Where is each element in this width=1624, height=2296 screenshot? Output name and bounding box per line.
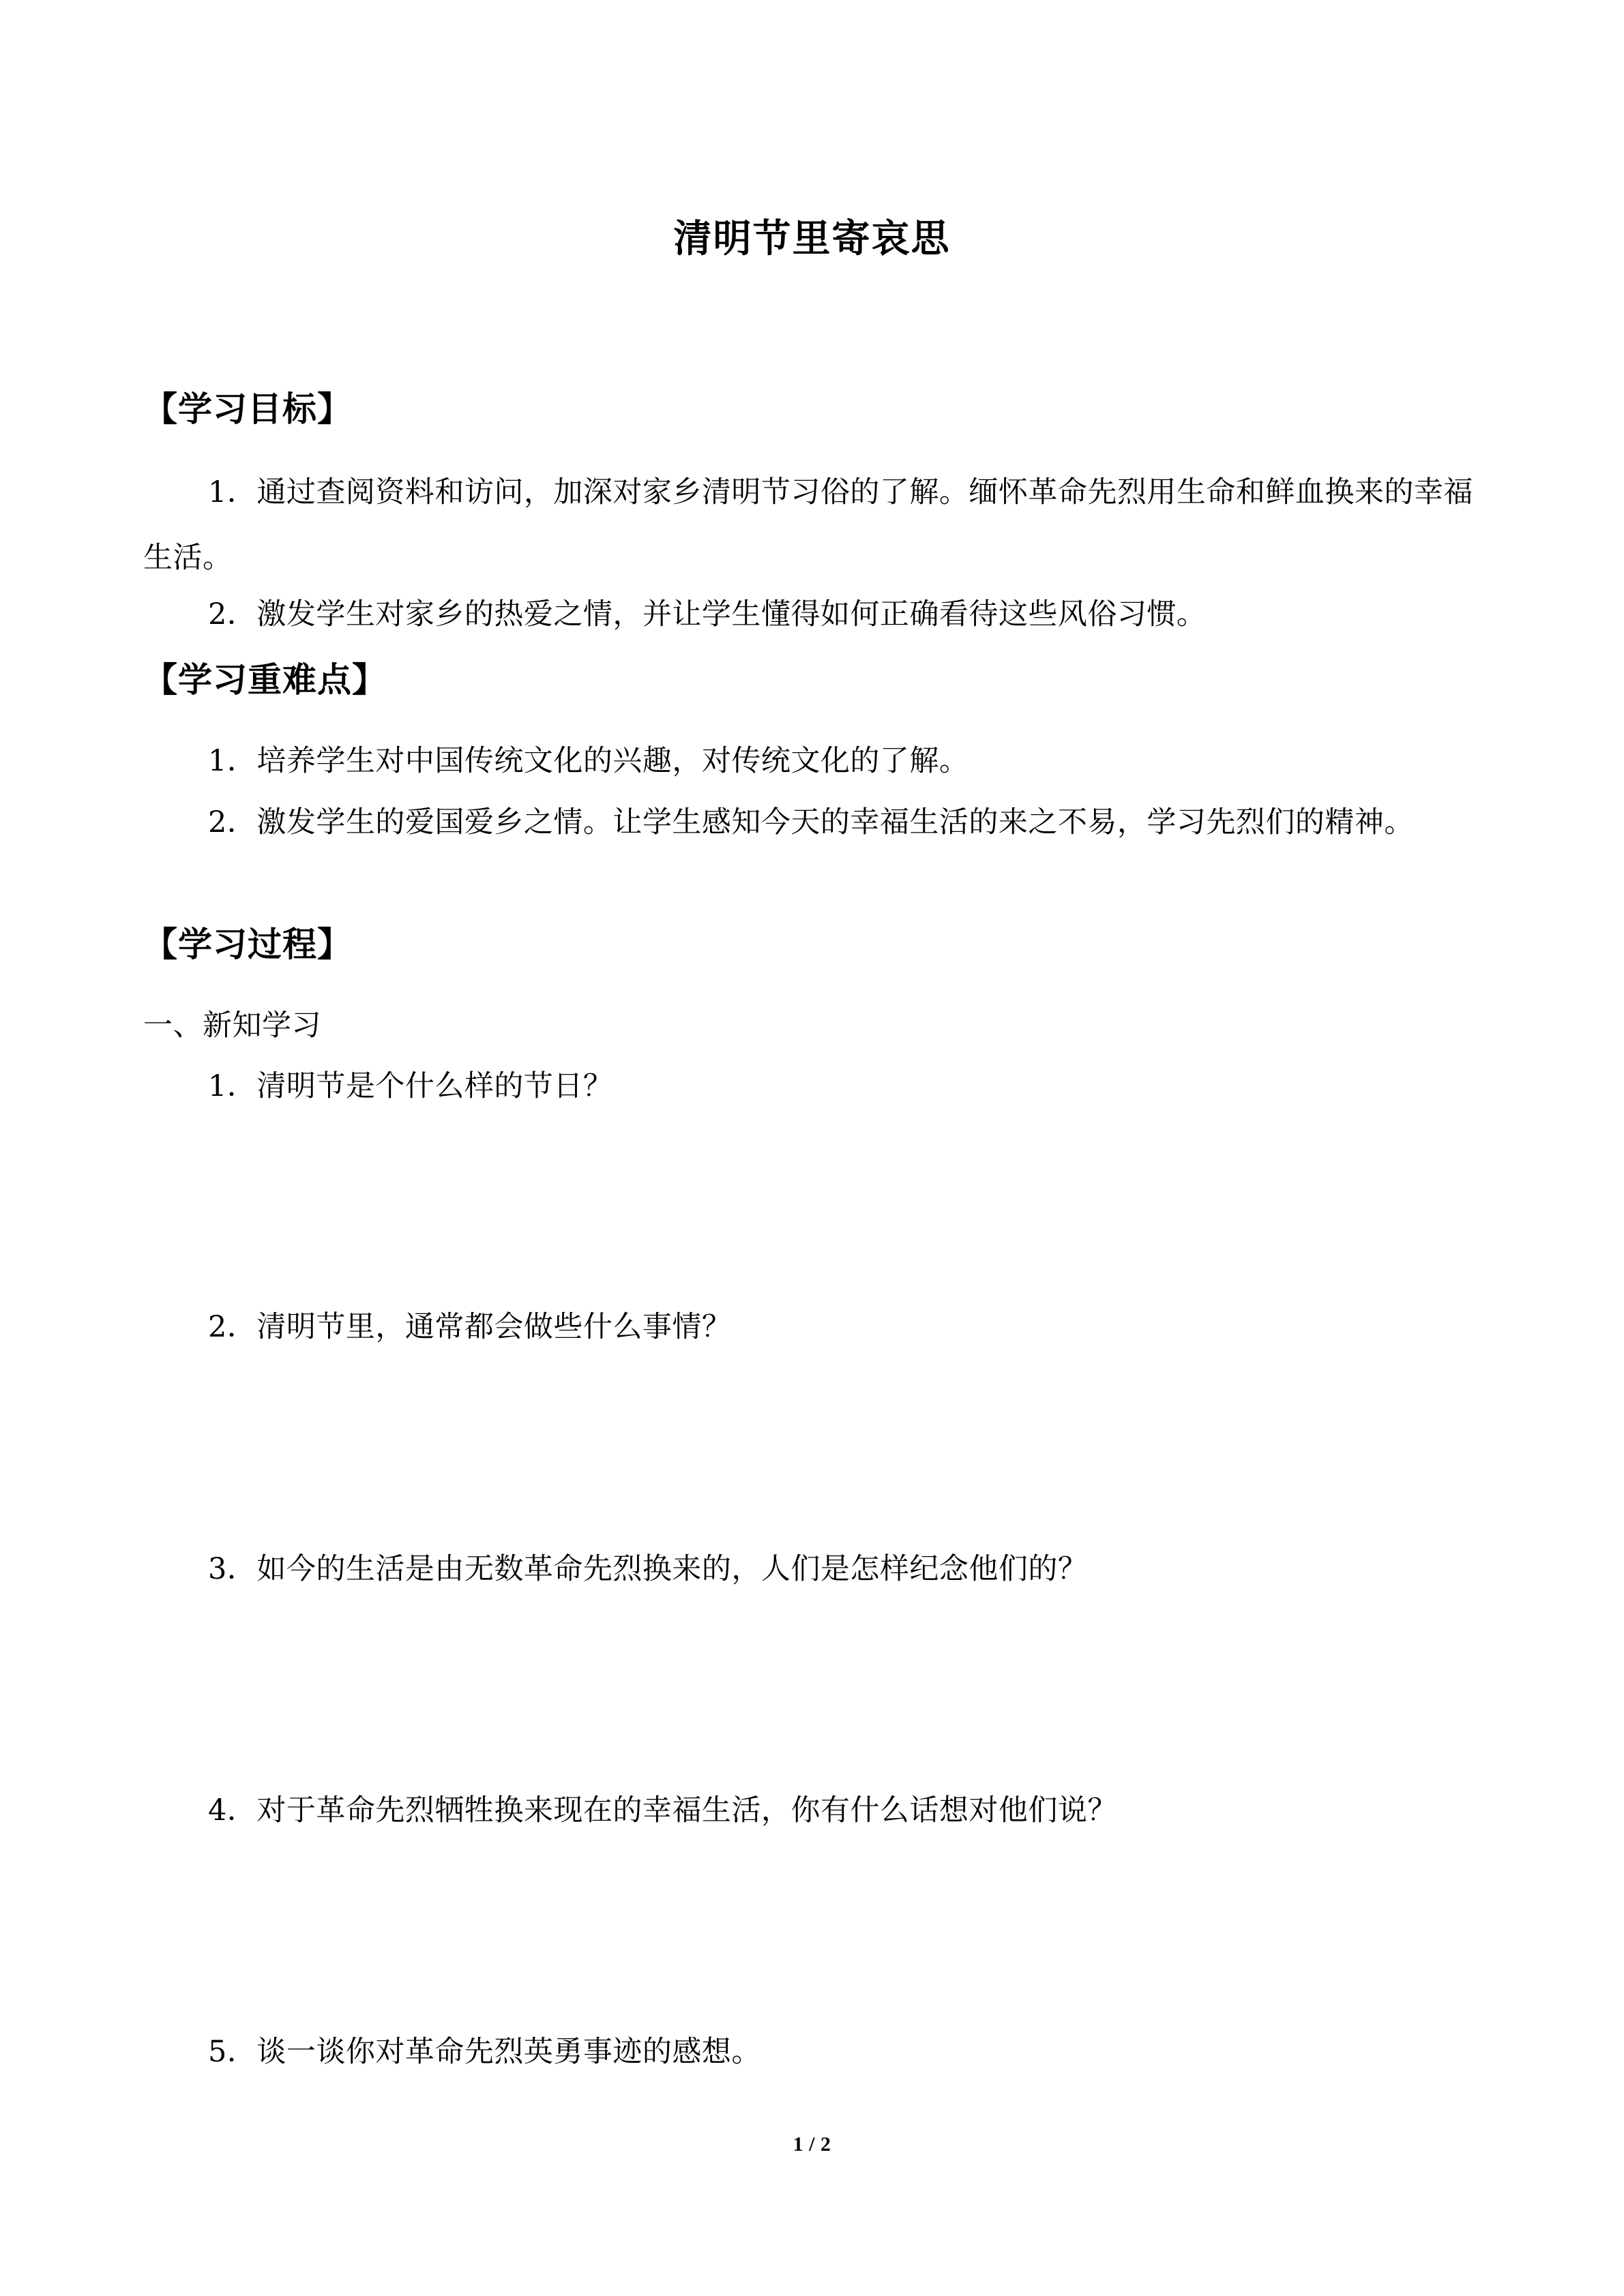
question-1: 1．清明节是个什么样的节日？ — [208, 1069, 613, 1103]
document-title: 清明节里寄哀思 — [673, 216, 951, 261]
goal-item-2: 2．激发学生对家乡的热爱之情，并让学生懂得如何正确看待这些风俗习惯。 — [208, 597, 1207, 631]
key-point-item-2: 2．激发学生的爱国爱乡之情。让学生感知今天的幸福生活的来之不易，学习先烈们的精神。 — [208, 805, 1414, 839]
question-3: 3．如今的生活是由无数革命先烈换来的，人们是怎样纪念他们的？ — [208, 1552, 1088, 1586]
section-heading-goals: 【学习目标】 — [143, 389, 352, 429]
question-4: 4．对于革命先烈牺牲换来现在的幸福生活，你有什么话想对他们说？ — [208, 1793, 1117, 1828]
question-5: 5．谈一谈你对革命先烈英勇事迹的感想。 — [208, 2035, 761, 2069]
page-number: 1 / 2 — [793, 2133, 831, 2156]
question-2: 2．清明节里，通常都会做些什么事情？ — [208, 1310, 732, 1344]
process-subheading: 一、新知学习 — [143, 1009, 321, 1043]
key-point-item-1: 1．培养学生对中国传统文化的兴趣，对传统文化的了解。 — [208, 744, 969, 778]
goal-item-1: 1．通过查阅资料和访问，加深对家乡清明节习俗的了解。缅怀革命先烈用生命和鲜血换来的幸福生活。 — [143, 475, 1473, 575]
section-heading-key-points: 【学习重难点】 — [143, 659, 387, 700]
section-heading-process: 【学习过程】 — [143, 924, 352, 964]
